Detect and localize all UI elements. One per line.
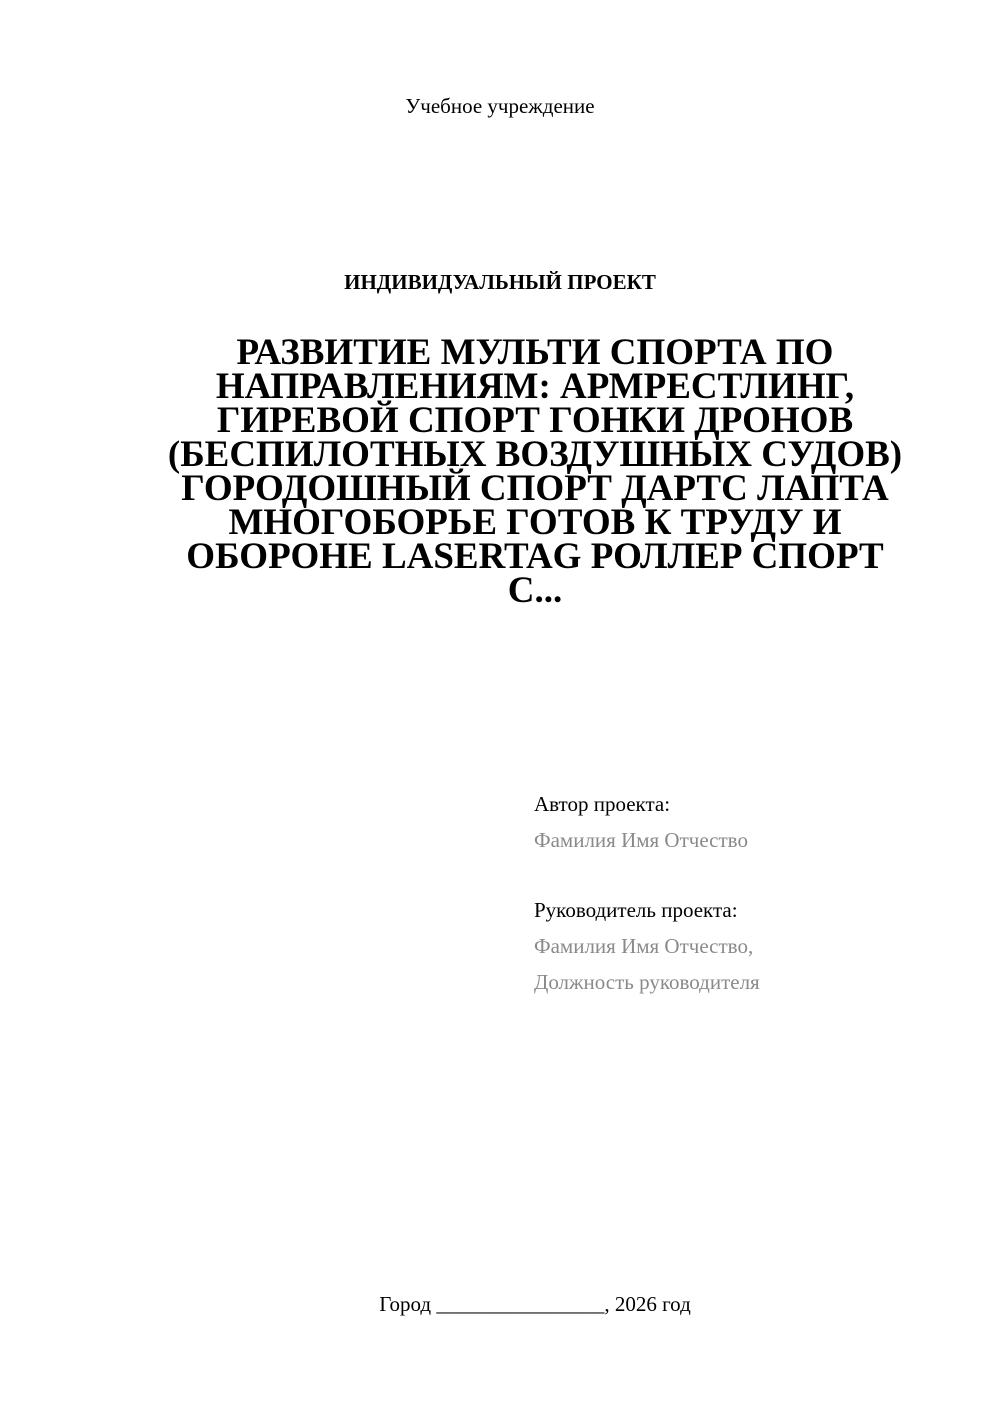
author-name-placeholder: Фамилия Имя Отчество bbox=[534, 828, 748, 852]
project-title-line: ГИРЕВОЙ СПОРТ ГОНКИ ДРОНОВ bbox=[216, 400, 854, 441]
project-title-line: МНОГОБОРЬЕ ГОТОВ К ТРУДУ И bbox=[228, 502, 842, 543]
project-title-line: ОБОРОНЕ LASERTAG РОЛЛЕР СПОРТ bbox=[186, 536, 884, 577]
project-title bbox=[140, 332, 930, 611]
author-block bbox=[534, 786, 974, 858]
supervisor-name-placeholder: Фамилия Имя Отчество, bbox=[534, 934, 754, 958]
project-title-line: НАПРАВЛЕНИЯМ: АРМРЕСТЛИНГ, bbox=[215, 366, 855, 407]
project-title-line: РАЗВИТИЕ МУЛЬТИ СПОРТА ПО bbox=[236, 332, 834, 373]
project-type-heading: ИНДИВИДУАЛЬНЫЙ ПРОЕКТ bbox=[344, 270, 656, 294]
supervisor-label: Руководитель проекта: bbox=[534, 898, 738, 922]
project-title-line: С... bbox=[507, 570, 563, 611]
city-year-line: Город ________________, 2026 год bbox=[379, 1292, 691, 1316]
supervisor-block bbox=[534, 892, 974, 1000]
project-title-line: (БЕСПИЛОТНЫХ ВОЗДУШНЫХ СУДОВ) bbox=[167, 434, 903, 475]
institution-name: Учебное учреждение bbox=[405, 94, 595, 118]
supervisor-position-placeholder: Должность руководителя bbox=[534, 970, 760, 994]
project-title-line: ГОРОДОШНЫЙ СПОРТ ДАРТС ЛАПТА bbox=[181, 468, 889, 509]
author-label: Автор проекта: bbox=[534, 792, 671, 816]
